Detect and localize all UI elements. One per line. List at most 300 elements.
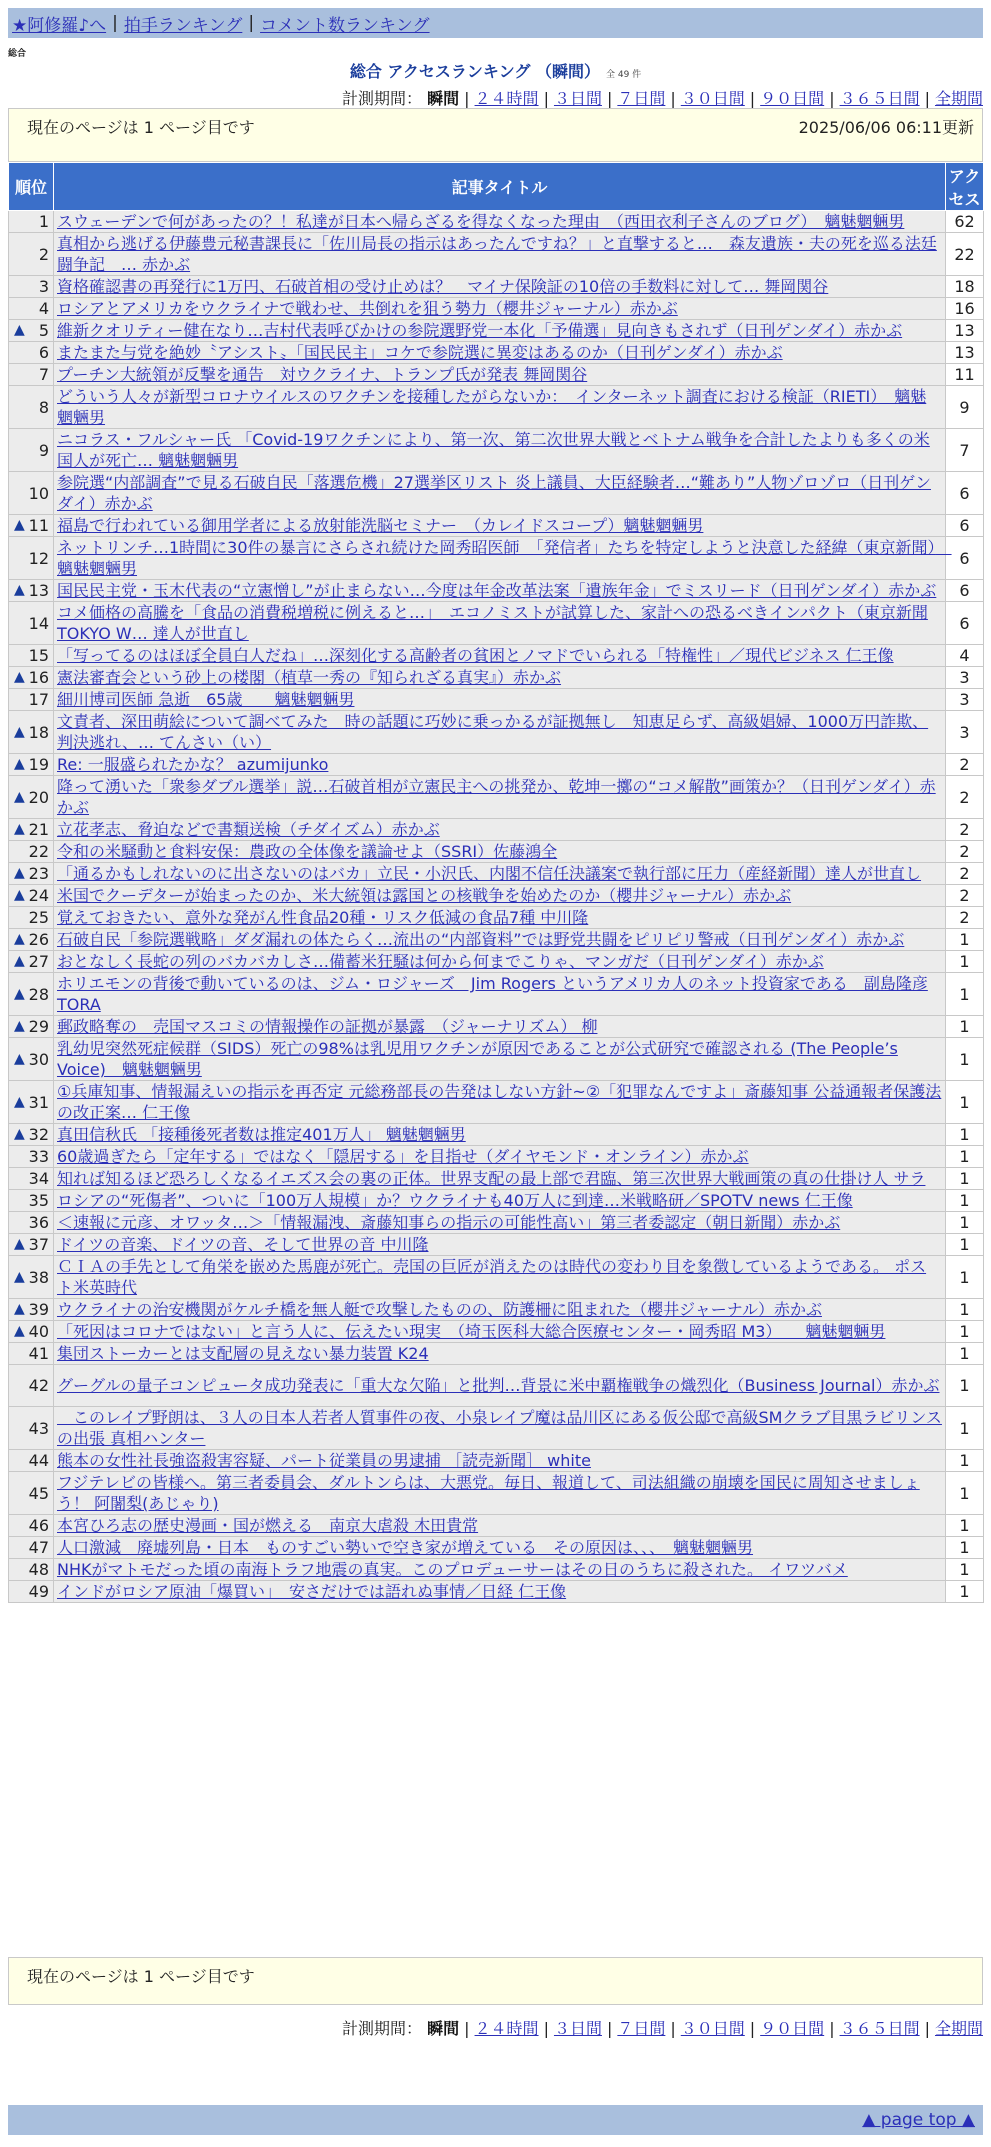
rank-up-arrow-icon: ▲ (14, 669, 25, 685)
table-row (9, 211, 984, 233)
rank-up-arrow-icon: ▲ (14, 517, 25, 533)
rank-cell (9, 1537, 54, 1559)
table-row (9, 1124, 984, 1146)
rank-cell (9, 929, 54, 951)
table-row (9, 386, 984, 429)
rank-number: 40 (28, 1322, 49, 1341)
article-title-link[interactable]: 資格確認書の再発行に1万円、石破首相の受け止めは？ マイナ保険証の10倍の手数料に対して… 舞岡関谷 (57, 277, 829, 296)
period-link-90d[interactable]: ９０日間 (760, 89, 825, 108)
rank-number: 47 (28, 1538, 49, 1557)
article-title-link[interactable]: 郵政略奪の 売国マスコミの情報操作の証拠が暴露 （ジャーナリズム） 柳 (57, 1017, 598, 1036)
title-cell (54, 1559, 946, 1581)
period-selector-bottom: 計測期間： 瞬間 | ２４時間 | ３日間 | ７日間 | ３０日間 | ９０日間 | ３６５日間 | 全期間 (342, 2019, 983, 2038)
article-title-link[interactable]: ネットリンチ…1時間に30件の暴言にさらされ続けた岡秀昭医師 「発信者」たちを特定しようと決意した経緯（東京新聞） 魑魅魍魎男 (57, 538, 952, 578)
rank-up-arrow-icon: ▲ (14, 865, 25, 881)
rank-number: 26 (28, 930, 49, 949)
table-row (9, 537, 984, 580)
access-count: 1 (946, 1515, 984, 1537)
top-nav-link-comment-ranking[interactable]: コメント数ランキング (260, 15, 430, 36)
rank-cell (9, 1256, 54, 1299)
table-row (9, 1190, 984, 1212)
title-cell (54, 885, 946, 907)
access-count: 13 (946, 320, 984, 342)
rank-cell (9, 885, 54, 907)
rank-cell (9, 320, 54, 342)
rank-cell (9, 1081, 54, 1124)
table-row (9, 1081, 984, 1124)
rank-cell (9, 1343, 54, 1365)
footer-bar (8, 2105, 983, 2135)
rank-up-arrow-icon: ▲ (14, 1126, 25, 1142)
access-count: 22 (946, 233, 984, 276)
rank-up-arrow-icon: ▲ (14, 985, 25, 1002)
rank-number: 44 (28, 1451, 49, 1470)
article-title-link[interactable]: 覚えておきたい、意外な発がん性食品20種・リスク低減の食品7種 中川隆 (57, 908, 589, 927)
page-info-top (8, 108, 983, 162)
title-cell (54, 364, 946, 386)
access-count: 13 (946, 342, 984, 364)
access-count: 2 (946, 776, 984, 819)
access-count: 18 (946, 276, 984, 298)
rank-number: 48 (28, 1560, 49, 1579)
access-count: 1 (946, 1581, 984, 1603)
rank-number: 46 (28, 1516, 49, 1535)
period-link-90d[interactable]: ９０日間 (760, 2019, 825, 2038)
article-title-link[interactable]: Re: 一服盛られたかな？ azumijunko (57, 755, 329, 774)
rank-cell (9, 1124, 54, 1146)
access-count: 1 (946, 1168, 984, 1190)
ranking-table (8, 162, 984, 1603)
title-cell (54, 211, 946, 233)
period-link-all[interactable]: 全期間 (934, 2019, 983, 2038)
table-row (9, 951, 984, 973)
article-title-link[interactable]: 60歳過ぎたら「定年する」ではなく「隠居する」を目指せ（ダイヤモンド・オンライン）赤かぶ (57, 1147, 749, 1166)
rank-number: 10 (28, 483, 49, 503)
table-row (9, 885, 984, 907)
article-title-link[interactable]: 米国でクーデターが始まったのか、米大統領は露国との核戦争を始めたのか（櫻井ジャーナル）赤かぶ (57, 886, 792, 905)
article-title-link[interactable]: 本宮ひろ志の歴史漫画・国が燃える 南京大虐殺 木田貴常 (57, 1516, 479, 1535)
rank-up-arrow-icon: ▲ (14, 1236, 25, 1252)
table-row (9, 602, 984, 645)
rank-number: 16 (28, 668, 49, 687)
rank-cell (9, 472, 54, 515)
rank-up-arrow-icon: ▲ (14, 723, 25, 740)
total-count: 全 49 件 (606, 70, 642, 80)
rank-cell (9, 515, 54, 537)
rank-number: 24 (28, 886, 49, 905)
rank-number: 30 (28, 1049, 49, 1069)
column-header-rank: 順位 (9, 163, 54, 211)
title-cell (54, 973, 946, 1016)
title-cell (54, 1168, 946, 1190)
article-title-link[interactable]: またまた与党を絶妙〝アシスト〟「国民民主」コケで参院選に異変はあるのか（日刊ゲンダイ）赤かぶ (57, 343, 783, 362)
article-title-link[interactable]: NHKがマトモだった頃の南海トラフ地震の真実。このプロデューサーはその日のうちに殺された。 イワツバメ (57, 1560, 848, 1579)
table-row (9, 667, 984, 689)
article-title-link[interactable]: 参院選“内部調査”で見る石破自民「落選危機」27選挙区リスト 炎上議員、大臣経験者…“難あり”人物ゾロゾロ（日刊ゲンダイ）赤かぶ (57, 473, 931, 513)
period-link-24h[interactable]: ２４時間 (474, 2019, 539, 2038)
article-title-link[interactable]: 石破自民「参院選戦略」ダダ漏れの体たらく…流出の“内部資料”では野党共闘をピリピリ警戒（日刊ゲンダイ）赤かぶ (57, 930, 905, 949)
access-count: 11 (946, 364, 984, 386)
rank-number: 4 (38, 299, 49, 318)
access-count: 1 (946, 973, 984, 1016)
article-title-link[interactable]: 文責者、深田萌絵について調べてみた 時の話題に巧妙に乗っかるが証拠無し 知恵足らず、高級娼婦、1000万円詐欺、判決逃れ、… てんさい（い） (57, 712, 929, 752)
rank-up-arrow-icon: ▲ (14, 788, 25, 805)
rank-number: 45 (28, 1483, 49, 1503)
rank-number: 37 (28, 1235, 49, 1254)
period-link-24h[interactable]: ２４時間 (474, 89, 539, 108)
article-title-link[interactable]: 憲法審査会という砂上の楼閣（植草一秀の『知られざる真実』）赤かぶ (57, 668, 562, 687)
rank-cell (9, 645, 54, 667)
access-count: 1 (946, 1537, 984, 1559)
table-row (9, 689, 984, 711)
title-cell (54, 1234, 946, 1256)
page-title (0, 59, 991, 82)
table-row (9, 754, 984, 776)
rank-cell (9, 1038, 54, 1081)
access-count: 1 (946, 1190, 984, 1212)
updated-timestamp: 2025/06/06 06:11更新 (798, 118, 974, 137)
table-row (9, 1559, 984, 1581)
title-cell (54, 776, 946, 819)
access-count: 2 (946, 754, 984, 776)
rank-number: 2 (38, 244, 49, 264)
table-row (9, 1581, 984, 1603)
article-title-link[interactable]: 「通るかもしれないのに出さないのはバカ」立民・小沢氏、内閣不信任決議案で執行部に圧力（産経新聞）達人が世直し (57, 864, 922, 883)
separator: | (248, 13, 255, 33)
rank-number: 42 (28, 1376, 49, 1395)
article-title-link[interactable]: ロシアの“死傷者”、ついに「100万人規模」か？ウクライナも40万人に到達…米戦略研／SPOTV news 仁王像 (57, 1191, 853, 1210)
title-cell (54, 645, 946, 667)
article-title-link[interactable]: ドイツの音楽、ドイツの音、そして世界の音 中川隆 (57, 1235, 429, 1254)
rank-number: 49 (28, 1582, 49, 1601)
access-count: 16 (946, 298, 984, 320)
access-count: 1 (946, 1450, 984, 1472)
article-title-link[interactable]: ウクライナの治安機関がケルチ橋を無人艇で攻撃したものの、防護柵に阻まれた（櫻井ジャーナル）赤かぶ (57, 1300, 822, 1319)
title-cell (54, 537, 952, 580)
title-cell (54, 1581, 946, 1603)
rank-number: 1 (38, 212, 49, 231)
rank-cell (9, 1472, 54, 1515)
article-title-link[interactable]: ①兵庫知事、情報漏えいの指示を再否定 元総務部長の告発はしない方針~②「犯罪なんですよ」斎藤知事 公益通報者保護法の改正案… 仁王像 (57, 1082, 942, 1122)
ranking-table-body (9, 211, 984, 1603)
article-title-link[interactable]: フジテレビの皆様へ。第三者委員会、ダルトンらは、大悪党。毎日、報道して、司法組織の崩壊を国民に周知させましょう！ 阿闍梨(あじゃり) (57, 1473, 920, 1513)
period-link-365d[interactable]: ３６５日間 (839, 2019, 920, 2038)
access-count: 4 (946, 645, 984, 667)
top-nav-bar (8, 8, 983, 38)
table-row (9, 1212, 984, 1234)
title-cell (54, 429, 946, 472)
period-link-3d[interactable]: ３日間 (553, 89, 602, 108)
rank-cell (9, 819, 54, 841)
article-title-link[interactable]: 国民民主党・玉木代表の“立憲憎し”が止まらない…今度は年金改革法案「遺族年金」でミスリード（日刊ゲンダイ）赤かぶ (57, 581, 937, 600)
table-row (9, 1365, 984, 1407)
rank-up-arrow-icon: ▲ (14, 953, 25, 969)
rank-number: 43 (28, 1418, 49, 1438)
rank-number: 9 (38, 440, 49, 460)
table-row (9, 711, 984, 754)
access-count: 1 (946, 1256, 984, 1299)
rank-number: 29 (28, 1017, 49, 1036)
page-info-bottom (8, 1957, 983, 2005)
access-count: 62 (946, 211, 984, 233)
rank-cell (9, 276, 54, 298)
top-nav-link-applause-ranking[interactable]: 拍手ランキング (123, 15, 243, 36)
access-count: 1 (946, 1081, 984, 1124)
access-count: 1 (946, 1016, 984, 1038)
table-row (9, 1472, 984, 1515)
period-link-7d[interactable]: ７日間 (617, 2019, 666, 2038)
access-count: 1 (946, 1559, 984, 1581)
rank-cell (9, 580, 54, 602)
access-count: 1 (946, 1212, 984, 1234)
article-title-link[interactable]: このレイプ野朗は、３人の日本人若者人質事件の夜、小泉レイプ魔は品川区にある仮公邸で高級SMクラブ目黒ラビリンスの出張 真相ハンター (57, 1408, 942, 1448)
rank-number: 23 (28, 864, 49, 883)
period-link-30d[interactable]: ３０日間 (680, 89, 745, 108)
table-row (9, 1146, 984, 1168)
access-count: 6 (946, 515, 984, 537)
rank-number: 19 (28, 755, 49, 774)
rank-cell (9, 951, 54, 973)
period-link-all[interactable]: 全期間 (934, 89, 983, 108)
article-title-link[interactable]: 降って湧いた「衆参ダブル選挙」説…石破首相が立憲民主への挑発か、乾坤一擲の“コメ解散”画策か？（日刊ゲンダイ）赤かぶ (57, 777, 936, 817)
article-title-link[interactable]: 「死因はコロナではない」と言う人に、伝えたい現実 （埼玉医科大総合医療センター・岡秀昭 M3） 魑魅魍魎男 (57, 1322, 886, 1341)
rank-number: 32 (28, 1125, 49, 1144)
title-cell (54, 1081, 946, 1124)
access-count: 1 (946, 1038, 984, 1081)
table-row (9, 1515, 984, 1537)
article-title-link[interactable]: 熊本の女性社長強盗殺害容疑、パート従業員の男逮捕 ［読売新聞］ white (57, 1451, 591, 1470)
rank-number: 34 (28, 1169, 49, 1188)
period-label: 計測期間： (342, 2019, 423, 2038)
table-row (9, 1537, 984, 1559)
title-cell (54, 1407, 946, 1450)
table-header-row (9, 163, 984, 211)
article-title-link[interactable]: 真田信秋氏 「接種後死者数は推定401万人」 魑魅魍魎男 (57, 1125, 466, 1144)
rank-number: 3 (38, 277, 49, 296)
period-current: 瞬間 (427, 2019, 460, 2038)
table-row (9, 1234, 984, 1256)
title-cell (54, 515, 946, 537)
title-cell (54, 1299, 946, 1321)
article-title-link[interactable]: 細川博司医師 急逝 65歳 魑魅魍魎男 (57, 690, 355, 709)
rank-cell (9, 863, 54, 885)
title-cell (54, 1212, 946, 1234)
rank-cell (9, 776, 54, 819)
article-title-link[interactable]: ＣＩＡの手先として角栄を嵌めた馬鹿が死亡。売国の巨匠が消えたのは時代の変わり目を象徴しているようである。 ポスト米英時代 (57, 1257, 927, 1297)
table-row (9, 342, 984, 364)
article-title-link[interactable]: おとなしく長蛇の列のバカバカしさ…備蓄米狂騒は何から何までこりゃ、マンガだ（日刊ゲンダイ）赤かぶ (57, 952, 824, 971)
table-row (9, 1168, 984, 1190)
article-title-link[interactable]: スウェーデンで何があったの？！私達が日本へ帰らざるを得なくなった理由 （西田衣利子さんのブログ） 魑魅魍魎男 (57, 212, 905, 231)
rank-number: 33 (28, 1147, 49, 1166)
period-current: 瞬間 (427, 89, 460, 108)
rank-number: 38 (28, 1267, 49, 1287)
title-cell (54, 276, 946, 298)
title-cell (54, 472, 946, 515)
title-cell (54, 298, 946, 320)
article-title-link[interactable]: ＜速報に元彦、オワッタ…＞「情報漏洩、斎藤知事らの指示の可能性高い」第三者委認定（朝日新聞）赤かぶ (57, 1213, 841, 1232)
title-cell (54, 342, 946, 364)
rank-cell (9, 689, 54, 711)
article-title-link[interactable]: ロシアとアメリカをウクライナで戦わせ、共倒れを狙う勢力（櫻井ジャーナル）赤かぶ (57, 299, 678, 318)
table-row (9, 1256, 984, 1299)
rank-up-arrow-icon: ▲ (14, 582, 25, 598)
rank-cell (9, 1299, 54, 1321)
page-info-text-bottom: 現在のページは 1 ページ目です (27, 1967, 255, 1986)
article-title-link[interactable]: インドがロシア原油「爆買い」 安さだけでは語れぬ事情／日経 仁王像 (57, 1582, 567, 1601)
rank-cell (9, 907, 54, 929)
access-count: 2 (946, 863, 984, 885)
access-count: 1 (946, 1343, 984, 1365)
article-title-link[interactable]: 立花孝志、脅迫などで書類送検（チダイズム）赤かぶ (57, 820, 440, 839)
article-title-link[interactable]: 乳幼児突然死症候群（SIDS）死亡の98%は乳児用ワクチンが原因であることが公式研究で確認される (The People’s Voice) 魑魅魍魎男 (57, 1039, 898, 1079)
page-title-text: 総合 アクセスランキング （瞬間） (349, 62, 600, 81)
table-row (9, 276, 984, 298)
article-title-link[interactable]: どういう人々が新型コロナウイルスのワクチンを接種したがらないか： インターネット調査における検証（RIETI） 魑魅魍魎男 (57, 387, 927, 427)
access-count: 1 (946, 1365, 984, 1407)
title-cell (54, 1343, 946, 1365)
rank-up-arrow-icon: ▲ (14, 1301, 25, 1317)
title-cell (54, 1450, 946, 1472)
article-title-link[interactable]: 「写ってるのはほぼ全員白人だね」…深刻化する高齢者の貧困とノマドでいられる「特権性」／現代ビジネス 仁王像 (57, 646, 894, 665)
rank-cell (9, 1190, 54, 1212)
rank-cell (9, 602, 54, 645)
rank-up-arrow-icon: ▲ (14, 821, 25, 837)
table-row (9, 1407, 984, 1450)
title-cell (54, 1256, 946, 1299)
table-row (9, 929, 984, 951)
table-row (9, 863, 984, 885)
table-row (9, 429, 984, 472)
table-row (9, 320, 984, 342)
access-count: 2 (946, 907, 984, 929)
rank-number: 8 (38, 397, 49, 417)
period-label: 計測期間： (342, 89, 423, 108)
rank-up-arrow-icon: ▲ (14, 931, 25, 947)
access-count: 1 (946, 929, 984, 951)
rank-number: 14 (28, 613, 49, 633)
access-count: 7 (946, 429, 984, 472)
title-cell (54, 602, 946, 645)
rank-up-arrow-icon: ▲ (14, 1323, 25, 1339)
article-title-link[interactable]: ホリエモンの背後で動いているのは、ジム・ロジャーズ Jim Rogers というアメリカ人のネット投資家である 副島隆彦 TORA (57, 974, 928, 1014)
rank-cell (9, 711, 54, 754)
title-cell (54, 1472, 946, 1515)
table-row (9, 1321, 984, 1343)
access-count: 3 (946, 711, 984, 754)
title-cell (54, 951, 946, 973)
rank-up-arrow-icon: ▲ (14, 322, 25, 338)
article-title-link[interactable]: 令和の米騒動と食料安保：農政の全体像を議論せよ（SSRI）佐藤鴻全 (57, 842, 558, 861)
access-count: 1 (946, 1321, 984, 1343)
title-cell (54, 1190, 946, 1212)
rank-up-arrow-icon: ▲ (14, 1268, 25, 1285)
access-count: 1 (946, 1234, 984, 1256)
rank-number: 12 (28, 548, 49, 568)
access-count: 6 (946, 602, 984, 645)
table-row (9, 298, 984, 320)
rank-cell (9, 1016, 54, 1038)
title-cell (54, 320, 946, 342)
rank-cell (9, 1407, 54, 1450)
period-link-30d[interactable]: ３０日間 (680, 2019, 745, 2038)
separator: | (112, 13, 118, 33)
access-count: 2 (946, 885, 984, 907)
access-count: 2 (946, 819, 984, 841)
article-title-link[interactable]: ニコラス・フルシャー氏 「Covid-19ワクチンにより、第一次、第二次世界大戦とベトナム戦争を合計したよりも多くの米国人が死亡… 魑魅魍魎男 (57, 430, 930, 470)
top-nav-link-asyura[interactable]: ★阿修羅♪へ (12, 15, 107, 36)
rank-cell (9, 667, 54, 689)
table-row (9, 515, 984, 537)
rank-cell (9, 429, 54, 472)
access-count: 3 (946, 689, 984, 711)
period-link-3d[interactable]: ３日間 (553, 2019, 602, 2038)
title-cell (54, 386, 946, 429)
access-count: 9 (946, 386, 984, 429)
period-link-365d[interactable]: ３６５日間 (839, 89, 920, 108)
title-cell (54, 233, 946, 276)
article-title-link[interactable]: 真相から逃げる伊藤豊元秘書課長に「佐川局長の指示はあったんですね？」と直撃すると… 森友遺族・夫の死を巡る法廷闘争記 … 赤かぶ (57, 234, 937, 274)
period-link-7d[interactable]: ７日間 (617, 89, 666, 108)
article-title-link[interactable]: 福島で行われている御用学者による放射能洗脳セミナー （カレイドスコープ）魑魅魍魎男 (57, 516, 704, 535)
table-row (9, 1343, 984, 1365)
rank-number: 21 (28, 820, 49, 839)
table-row (9, 907, 984, 929)
access-count: 6 (946, 537, 984, 580)
title-cell (54, 1146, 946, 1168)
article-title-link[interactable]: 知れば知るほど恐ろしくなるイエズス会の裏の正体。世界支配の最上部で君臨、第三次世界大戦画策の真の仕掛け人 サラ (57, 1169, 926, 1188)
article-title-link[interactable]: コメ価格の高騰を「食品の消費税増税に例えると…」 エコノミストが試算した、家計への恐るべきインパクト（東京新聞 TOKYO W… 達人が世直し (57, 603, 928, 643)
title-cell (54, 1016, 946, 1038)
article-title-link[interactable]: グーグルの量子コンピュータ成功発表に「重大な欠陥」と批判…背景に米中覇権戦争の熾烈化（Business Journal）赤かぶ (57, 1376, 940, 1395)
table-row (9, 841, 984, 863)
title-cell (54, 580, 946, 602)
rank-cell (9, 1321, 54, 1343)
table-row (9, 580, 984, 602)
rank-number: 41 (28, 1344, 49, 1363)
rank-number: 17 (28, 690, 49, 709)
page-top-link[interactable]: ▲ page top ▲ (862, 2110, 975, 2130)
rank-cell (9, 298, 54, 320)
article-title-link[interactable]: 維新クオリティー健在なり…吉村代表呼びかけの参院選野党一本化「予備選」見向きもされず（日刊ゲンダイ）赤かぶ (57, 321, 903, 340)
rank-number: 22 (28, 842, 49, 861)
access-count: 1 (946, 1299, 984, 1321)
title-cell (54, 907, 946, 929)
rank-cell (9, 1212, 54, 1234)
rank-up-arrow-icon: ▲ (14, 887, 25, 903)
table-row (9, 1016, 984, 1038)
access-count: 3 (946, 667, 984, 689)
table-row (9, 645, 984, 667)
article-title-link[interactable]: 人口激減 廃墟列島・日本 ものすごい勢いで空き家が増えている その原因は、、、 魑魅魍魎男 (57, 1538, 754, 1557)
title-cell (54, 1038, 946, 1081)
article-title-link[interactable]: 集団ストーカーとは支配層の見えない暴力装置 K24 (57, 1344, 429, 1363)
rank-cell (9, 1234, 54, 1256)
rank-up-arrow-icon: ▲ (14, 1050, 25, 1067)
rank-up-arrow-icon: ▲ (14, 1018, 25, 1034)
rank-number: 13 (28, 581, 49, 600)
rank-number: 7 (38, 365, 49, 384)
table-row (9, 1038, 984, 1081)
rank-cell (9, 233, 54, 276)
rank-cell (9, 211, 54, 233)
table-row (9, 364, 984, 386)
access-count: 1 (946, 951, 984, 973)
rank-number: 20 (28, 787, 49, 807)
article-title-link[interactable]: プーチン大統領が反撃を通告 対ウクライナ、トランプ氏が発表 舞岡関谷 (57, 365, 588, 384)
title-cell (54, 1124, 946, 1146)
category-label: 総合 (8, 49, 27, 59)
